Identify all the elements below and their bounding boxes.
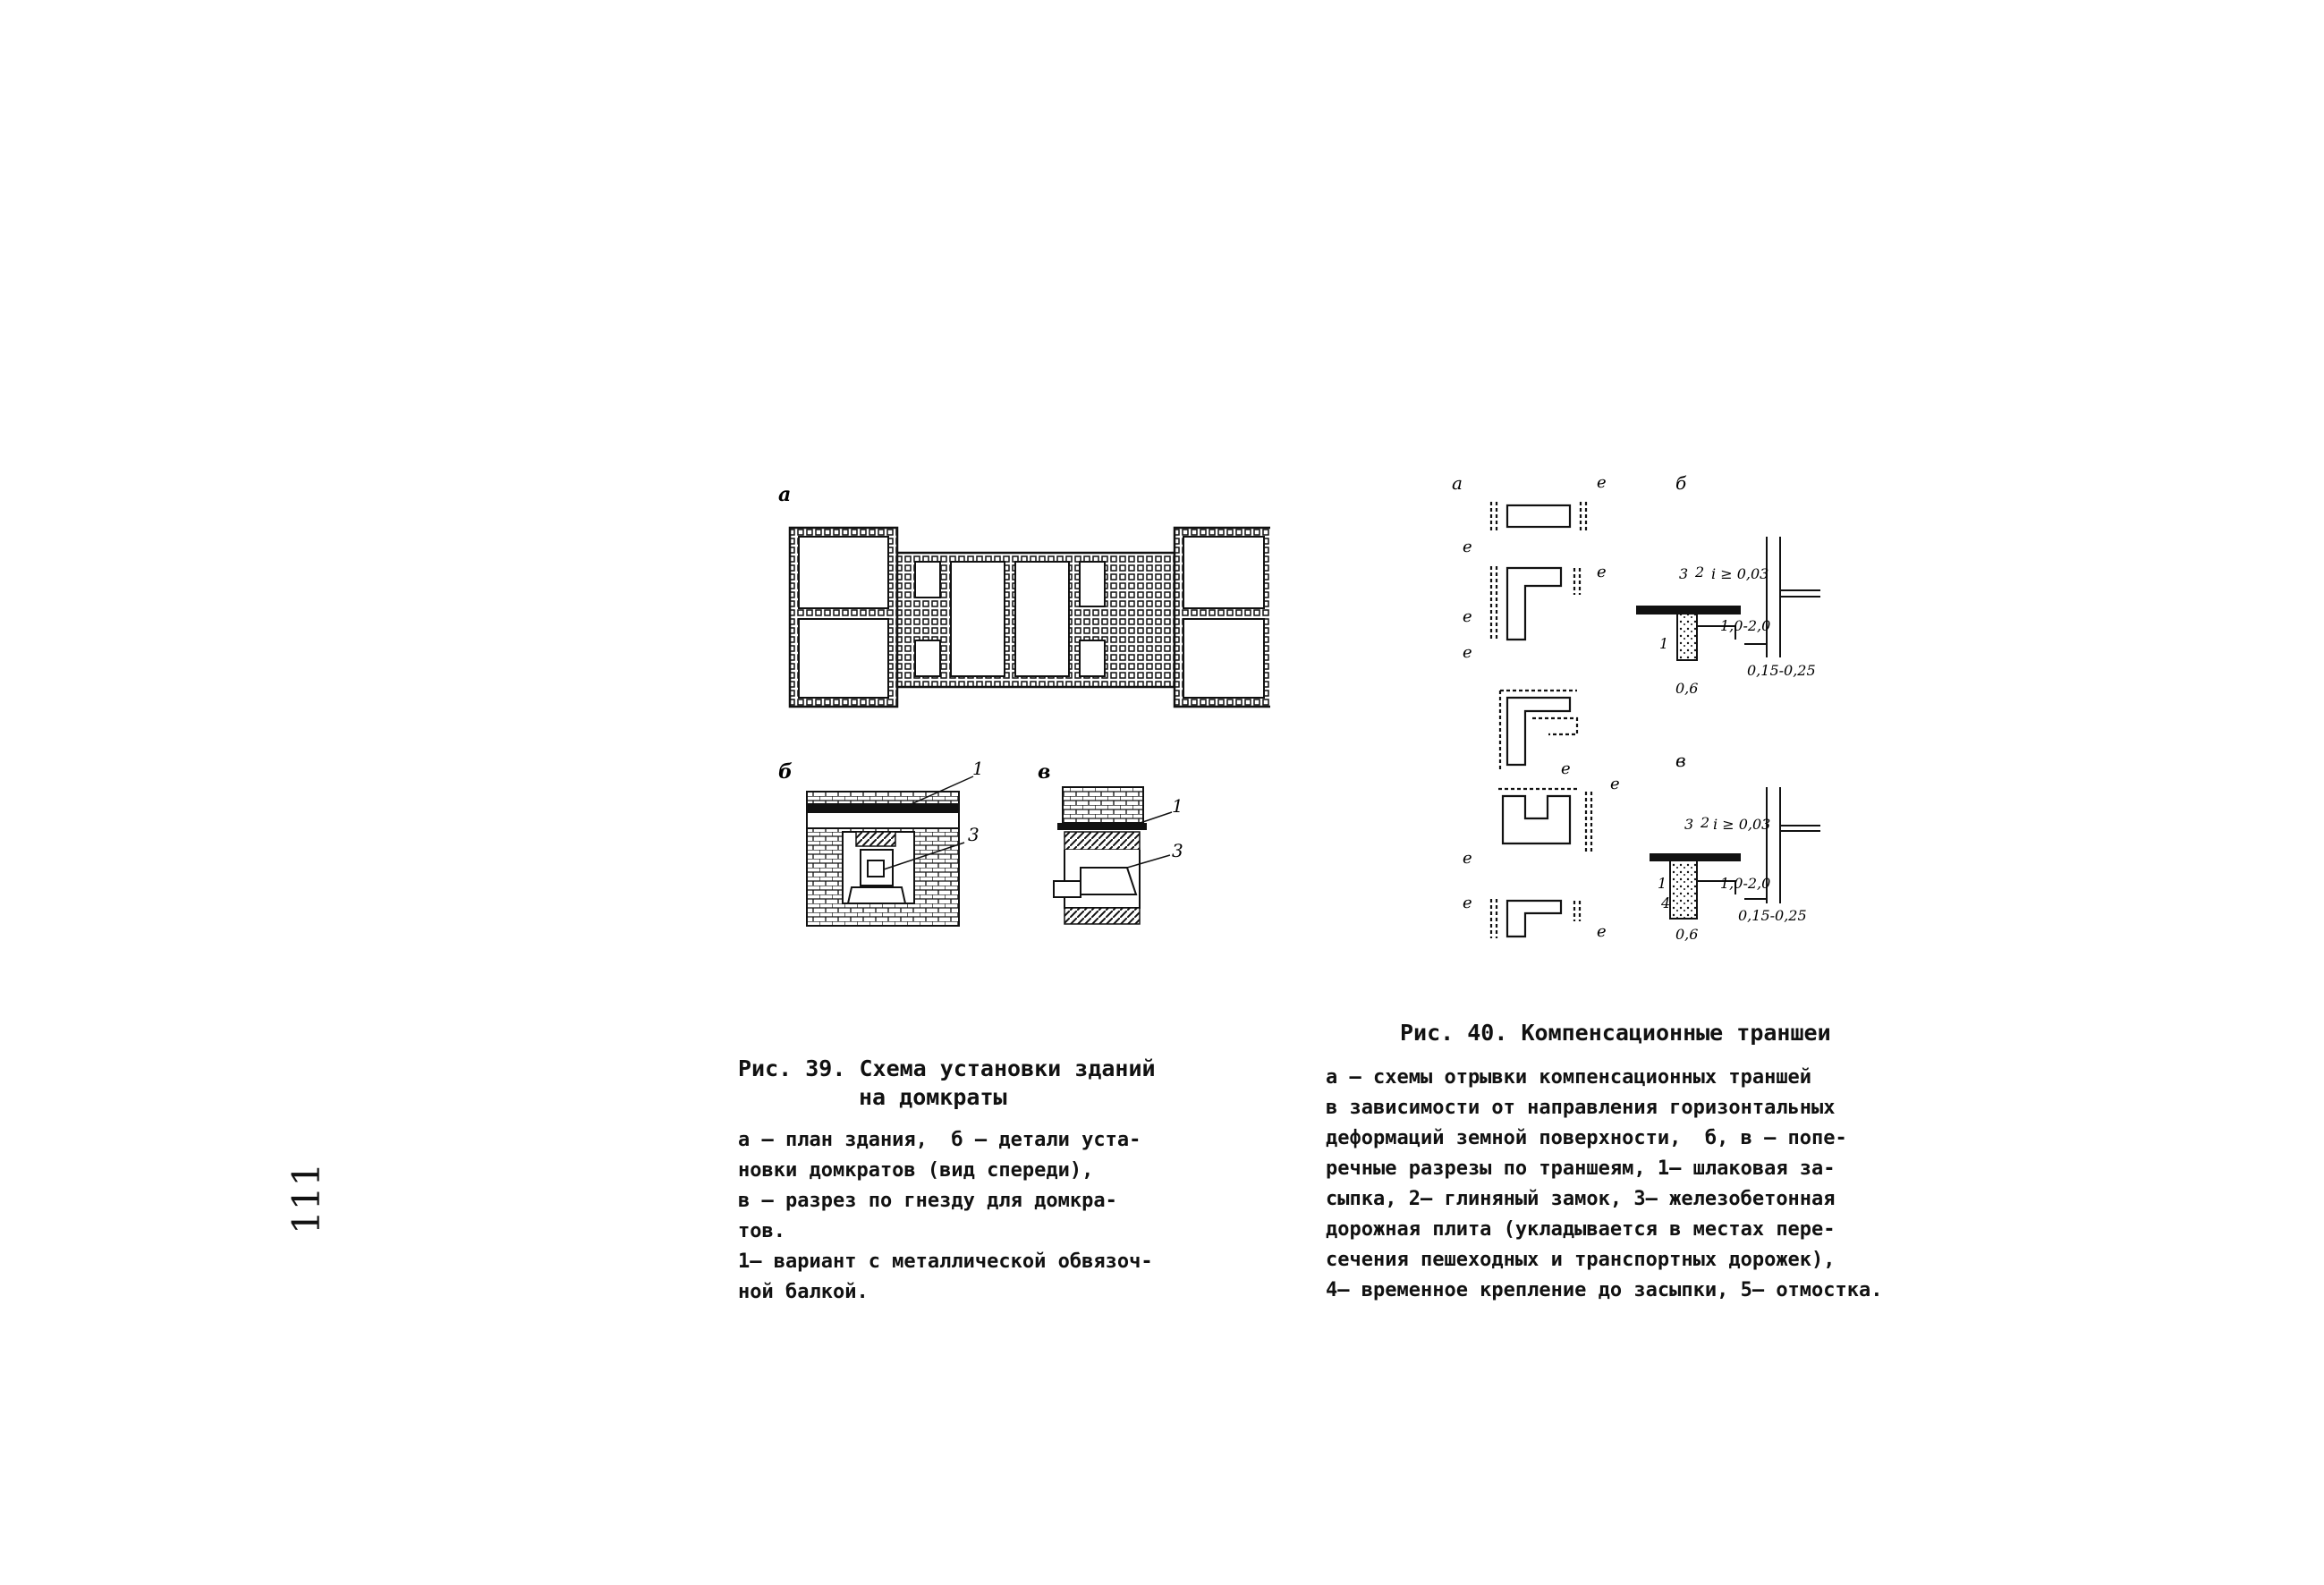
fig40-dim-d2: 0,15-0,25: [1747, 662, 1816, 679]
fig40-caption-line: сечения пешеходных и транспортных дорожек),: [1326, 1249, 1836, 1271]
fig40-marker-e: е: [1561, 759, 1571, 778]
fig40-callout-3: 3: [1684, 816, 1694, 833]
fig40-section-v: [1650, 787, 1820, 919]
fig39-caption-line: ной балкой.: [738, 1281, 869, 1303]
fig40-callout-4: 4: [1661, 894, 1671, 911]
fig39-caption-line: тов.: [738, 1220, 785, 1242]
fig40-marker-e: е: [1597, 922, 1607, 941]
fig39-callout-3v: 3: [1172, 840, 1183, 861]
figure-39-drawing: [769, 474, 1270, 957]
fig40-marker-e: е: [1463, 894, 1472, 912]
fig40-label-v: в: [1675, 750, 1686, 771]
fig40-caption-line: 4– временное крепление до засыпки, 5– отмостка.: [1326, 1279, 1883, 1301]
fig40-dim-d1: 1,0-2,0: [1720, 875, 1771, 892]
fig40-caption-body: [1326, 1063, 1883, 1306]
figure-40-drawing: [1436, 470, 1847, 953]
fig39-callout-1b: 1: [972, 758, 984, 779]
fig39-caption-line: в – разрез по гнезду для домкра-: [738, 1190, 1117, 1212]
fig40-marker-e: е: [1463, 849, 1472, 868]
fig39-callout-1v: 1: [1172, 795, 1183, 817]
fig40-label-b: б: [1675, 472, 1687, 494]
fig40-caption-line: дорожная плита (укладывается в местах пере-: [1326, 1218, 1836, 1241]
fig40-caption-line: речные разрезы по траншеям, 1– шлаковая за-: [1326, 1157, 1836, 1180]
fig40-marker-e: е: [1463, 643, 1472, 662]
figure-40: [1436, 470, 1847, 953]
fig40-caption-line: в зависимости от направления горизонтальных: [1326, 1097, 1836, 1119]
fig40-caption-line: деформаций земной поверхности, б, в – попе-: [1326, 1127, 1847, 1149]
fig39-label-a: а: [778, 483, 792, 506]
fig39-caption-title-1: Рис. 39. Схема установки зданий: [738, 1055, 1156, 1081]
fig40-callout-2: 2: [1701, 814, 1710, 831]
fig39-caption-line: 1– вариант с металлической обвязоч-: [738, 1250, 1153, 1273]
page-number: 111: [284, 1162, 328, 1234]
fig39-caption-body: [738, 1125, 1153, 1308]
fig40-trench-schemes: [1491, 502, 1591, 938]
fig40-caption-title: Рис. 40. Компенсационные траншеи: [1400, 1020, 1831, 1046]
fig40-marker-e: е: [1597, 473, 1607, 492]
fig40-dim-i: i ≥ 0,03: [1713, 816, 1771, 833]
fig39-caption-line: новки домкратов (вид спереди),: [738, 1159, 1094, 1182]
fig40-caption-line: сыпка, 2– глиняный замок, 3– железобетонная: [1326, 1188, 1836, 1210]
fig39-building-plan: [790, 528, 1270, 707]
fig40-dim-d1: 1,0-2,0: [1720, 617, 1771, 634]
fig40-dim-i: i ≥ 0,03: [1711, 565, 1769, 582]
fig40-marker-e: е: [1463, 538, 1472, 556]
fig39-callout-3b: 3: [968, 824, 980, 845]
fig39-label-v: в: [1038, 760, 1051, 784]
figure-39: [769, 474, 1270, 957]
fig40-label-a: а: [1452, 472, 1463, 494]
fig40-marker-e: е: [1597, 563, 1607, 581]
fig40-callout-2: 2: [1695, 564, 1705, 581]
fig40-callout-1: 1: [1659, 635, 1669, 652]
fig39-caption-title-2: на домкраты: [859, 1084, 1007, 1110]
fig40-dim-d3: 0,6: [1675, 680, 1699, 697]
fig40-caption-line: а – схемы отрывки компенсационных траншей: [1326, 1066, 1812, 1089]
fig40-dim-d2: 0,15-0,25: [1738, 907, 1807, 924]
fig40-callout-1: 1: [1658, 875, 1667, 892]
fig39-section-v: [1054, 787, 1172, 924]
fig39-detail-b: [807, 776, 973, 926]
fig39-label-b: б: [778, 760, 793, 784]
fig40-dim-d3: 0,6: [1675, 926, 1699, 943]
fig40-callout-3: 3: [1679, 565, 1689, 582]
fig40-marker-e: е: [1463, 607, 1472, 626]
fig40-marker-e: е: [1610, 775, 1620, 793]
fig39-caption-line: а – план здания, б – детали уста-: [738, 1129, 1141, 1151]
